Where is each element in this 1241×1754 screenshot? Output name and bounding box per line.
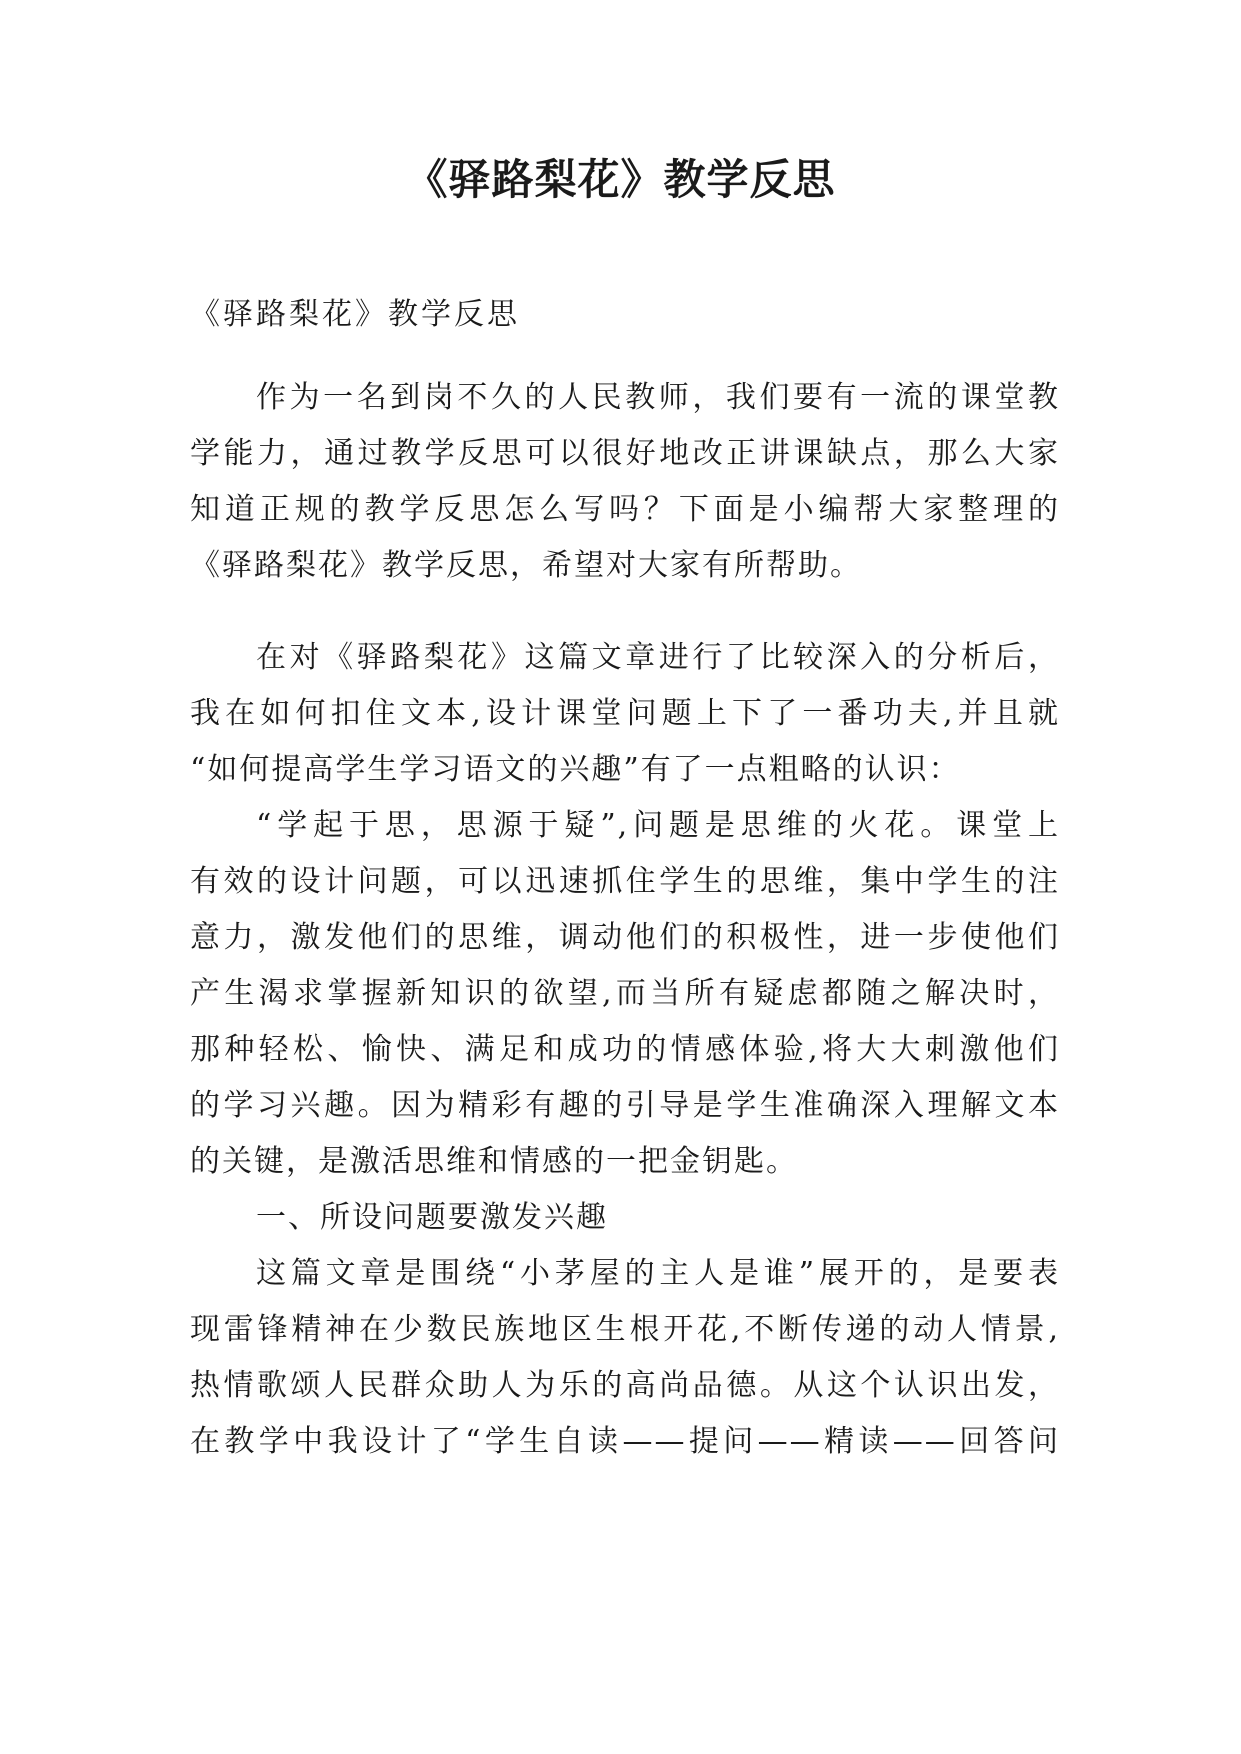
text-line: 一、所设问题要激发兴趣	[256, 1200, 608, 1235]
text-line: 知道正规的教学反思怎么写吗？下面是小编帮大家整理的	[190, 492, 1060, 527]
text-line: 学能力，通过教学反思可以很好地改正讲课缺点，那么大家	[190, 436, 1060, 471]
text-line: 在对《驿路梨花》这篇文章进行了比较深入的分析后，	[256, 640, 1060, 675]
text-line: 热情歌颂人民群众助人为乐的高尚品德。从这个认识出发，	[190, 1368, 1060, 1403]
text-line: 产生渴求掌握新知识的欲望,而当所有疑虑都随之解决时，	[190, 976, 1060, 1011]
text-line: “如何提高学生学习语文的兴趣”有了一点粗略的认识：	[190, 752, 961, 787]
text-line: 有效的设计问题，可以迅速抓住学生的思维，集中学生的注	[190, 864, 1060, 899]
text-line: 现雷锋精神在少数民族地区生根开花,不断传递的动人情景,	[190, 1312, 1060, 1347]
article-paragraph	[190, 1246, 1060, 1470]
intro-paragraph	[190, 370, 1060, 594]
text-line: “学起于思，思源于疑”,问题是思维的火花。课堂上	[256, 808, 1060, 843]
text-line: 我在如何扣住文本,设计课堂问题上下了一番功夫,并且就	[190, 696, 1060, 731]
text-line: 的关键，是激活思维和情感的一把金钥匙。	[190, 1144, 798, 1179]
text-line: 那种轻松、愉快、满足和成功的情感体验,将大大刺激他们	[190, 1032, 1060, 1067]
analysis-paragraph	[190, 630, 1060, 798]
document-title: 《驿路梨花》教学反思	[405, 155, 836, 204]
section-heading	[190, 1190, 1060, 1246]
thinking-paragraph	[190, 798, 1060, 1190]
document-subtitle: 《驿路梨花》教学反思	[190, 297, 520, 332]
text-line: 作为一名到岗不久的人民教师，我们要有一流的课堂教	[256, 380, 1060, 415]
text-line: 这篇文章是围绕“小茅屋的主人是谁”展开的，是要表	[256, 1256, 1060, 1291]
text-line: 在教学中我设计了“学生自读——提问——精读——回答问	[190, 1424, 1060, 1459]
text-line: 的学习兴趣。因为精彩有趣的引导是学生准确深入理解文本	[190, 1088, 1060, 1123]
text-line: 《驿路梨花》教学反思，希望对大家有所帮助。	[190, 548, 862, 583]
text-line: 意力，激发他们的思维，调动他们的积极性，进一步使他们	[190, 920, 1060, 955]
